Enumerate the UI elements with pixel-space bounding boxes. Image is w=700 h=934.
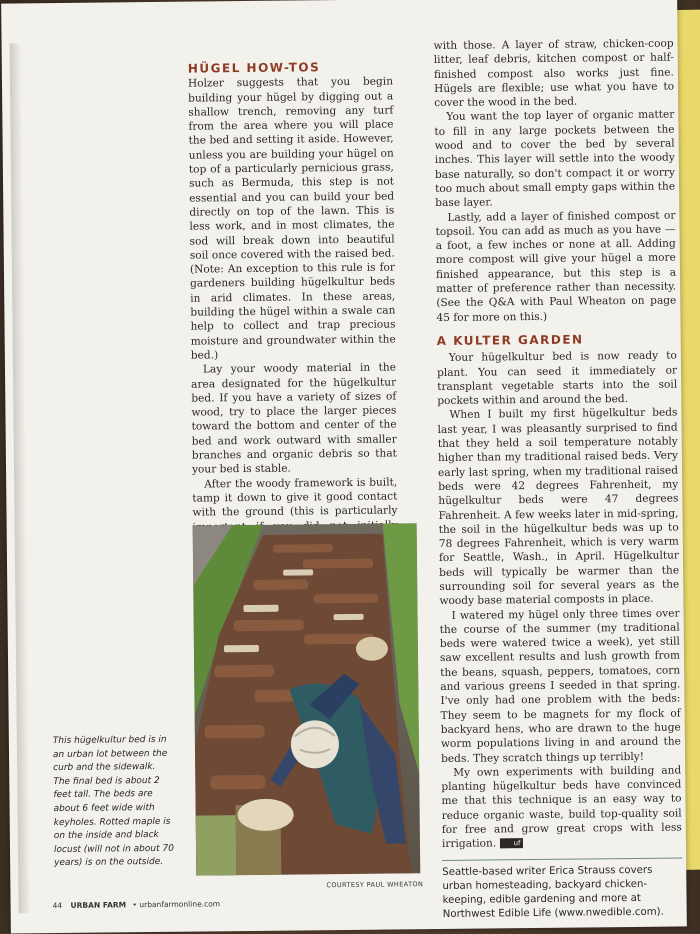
paragraph: You want the top layer of organic matter to fill in any large pockets between the wood and to cover the bed by several inches. This layer will settle into the woody base naturally, so don't compact it or worry too much about small empty gaps within the base layer. [434,109,676,210]
final-paragraph-text: My own experiments with building and planting hügelkultur beds have convinced me that this technique is an easy way to reduce organic waste, build top-quality soil for free and grow great crops with less irrigation. [441,764,682,851]
magazine-url: urbanfarmonline.com [139,899,221,910]
author-bio: Seattle-based writer Erica Strauss covers urban homesteading, backyard chicken-keeping, edible gardening and more at Northwest Edible Life (www.nwedible.com). [442,857,683,922]
page-footer [53,899,221,910]
magazine-name: URBAN FARM [70,900,127,910]
paragraph: When I built my first hügelkultur beds last year, I was pleasantly surprised to find that they held a soil temperature notably higher than my traditional raised beds. Very early last spring, when my traditional raised beds were 42 degrees Fahrenheit, my hügelkultur beds were 47 degrees Fahrenheit. A few weeks later in mid-spring, the soil in the hügelkultur beds was up to 78 degrees Fahrenheit, which is very warm for Seattle, Wash., in April. Hügelkultur beds will typically be warmer than the surrounding soil for several years as the woody base material composts in place. [437,406,680,608]
paragraph: I watered my hügel only three times over the course of the summer (my traditional beds were watered twice a week), yet still saw excellent results and lush growth from the beans, squash, peppers, tomatoes, corn and various greens I seeded in that spring. I've only had one problem with the beds: They seem to be magnets for my flock of backyard hens, who are drawn to the huge worm populations living in and around the beds. They scratch things up terribly! [439,607,681,765]
section-heading-kulter-garden: A KULTER GARDEN [436,332,584,348]
page-number: 44 [52,900,63,911]
paragraph: Lay your woody material in the area designated for the hügelkultur bed. If you have a variety of sizes of wood, try to place the larger pieces toward the bottom and center of the bed and work outward with smaller branches and organic debris so that your bed is stable. [191,361,397,476]
photo-illustration [193,523,421,875]
paragraph: Holzer suggests that you begin building your hügel by digging out a shallow trench, removing any turf from the area where you will place the bed and setting it aside. However, unless you are building your hügel on top of a particularly pernicious grass, such as Bermuda, this step is not essential and you can build your bed directly on top of the lawn. This is less work, and in most climates, the sod will break down into beautiful soil once covered with the raised bed. (Note: An exception to this rule is for gardeners building hügelkultur beds in arid climates. In these areas, building the hügel within a swale can help to collect and trap precious moisture and groundwater within the bed.) [187,75,396,362]
footer-separator: • [132,900,137,910]
paragraph: Lastly, add a layer of finished compost or topsoil. You can add as much as you have — a foot, a few inches or none at all. Adding more compost will give your hügel a more finished appearance, but this step is a matter of preference rather than necessity. (See the Q&A with Paul Wheaton on page 45 for more on this.) [435,209,677,324]
paragraph: After the woody framework is built, tamp it down to give it good contact with the ground (this is particularly [192,476,398,519]
magazine-page [1,0,687,934]
end-of-article-mark: uf [500,838,523,848]
hugelkultur-photo [193,523,421,875]
section-heading-hugel-how-tos: HÜGEL HOW-TOS [187,60,321,76]
photo-caption: This hügelkultur bed is in an urban lot between the curb and the sidewalk. The final bed is about 2 feet tall. The beds are about 6 feet wide with keyholes. Rotted maple is on the inside and black locust (will not in about 70 years) is on the outside. [52,734,174,869]
paragraph: with those. A layer of straw, chicken-coop litter, leaf debris, kitchen compost or half-finished compost also works just fine. Hügels are flexible; use what you have to cover the wood in the bed. [433,37,675,110]
photo-credit: COURTESY PAUL WHEATON [326,880,424,890]
paragraph: Your hügelkultur bed is now ready to plant. You can seed it immediately or transplant vegetable starts into the soil pockets within and around the bed. [436,349,678,408]
page-spine [10,43,31,913]
paragraph-final [441,763,682,851]
right-column [434,37,683,922]
